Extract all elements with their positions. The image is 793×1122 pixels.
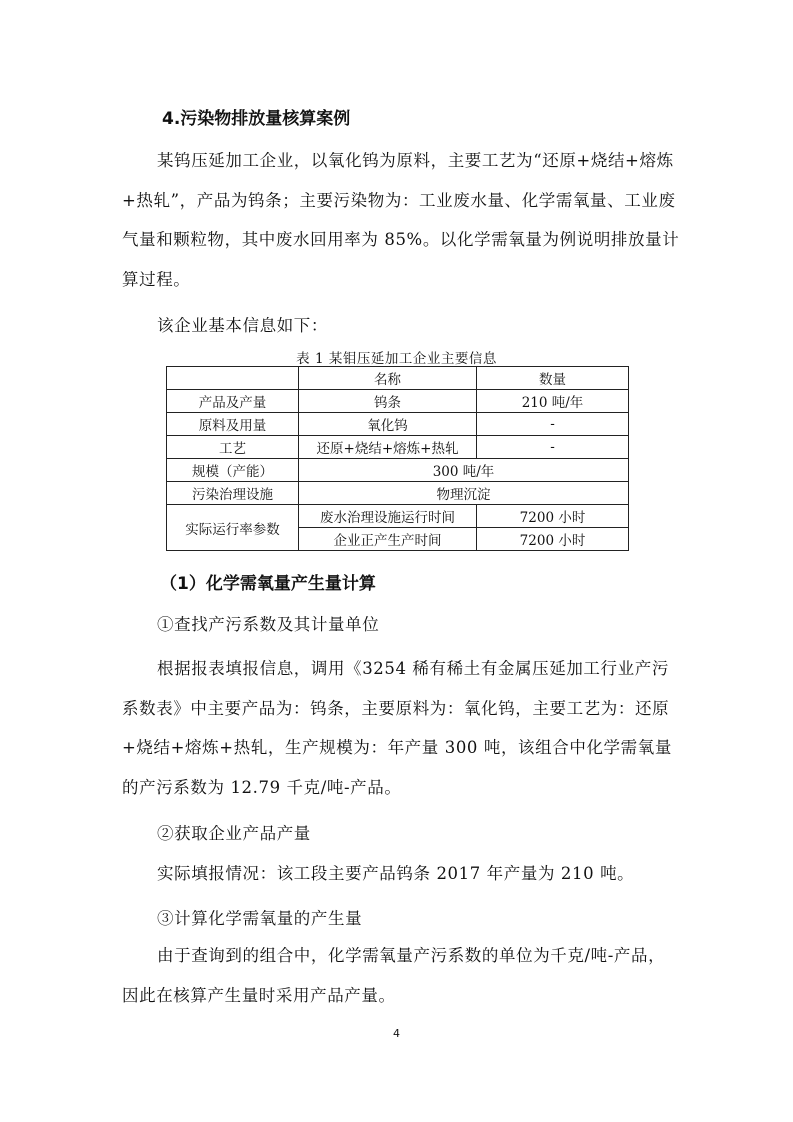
table-row [167,482,629,505]
intro-paragraph: 某钨压延加工企业，以氧化钨为原料，主要工艺为“还原+烧结+熔炼+热轧”，产品为钨条；主要污染物为：工业废水量、化学需氧量、工业废气量和颗粒物，其中废水回用率为 85%。以化学需氧量为例说明排放量计算过程。 [122,151,680,289]
subsection-heading: （1）化学需氧量产生量计算 [160,574,376,594]
row-value: 物理沉淀 [299,482,629,505]
row-label: 实际运行率参数 [167,505,299,551]
step2-title: ②获取企业产品产量 [157,824,311,843]
row-label: 规模（产能） [167,459,299,482]
table-row [167,459,629,482]
header-cell-quantity: 数量 [477,367,629,390]
section-heading: 4.污染物排放量核算案例 [162,109,351,129]
enterprise-info-table [166,366,629,551]
step3-title: ③计算化学需氧量的产生量 [157,909,363,928]
row-quantity: 210 吨/年 [477,390,629,413]
row-label: 原料及用量 [167,413,299,436]
header-cell-empty [167,367,299,390]
row-name: 企业正产生产时间 [299,528,477,551]
table-row [167,436,629,459]
row-label: 产品及产量 [167,390,299,413]
table-row [167,413,629,436]
header-cell-name: 名称 [299,367,477,390]
row-name: 还原+烧结+熔炼+热轧 [299,436,477,459]
row-name: 氧化钨 [299,413,477,436]
table-caption: 表 1 某钼压延加工企业主要信息 [296,351,497,367]
row-quantity: 7200 小时 [477,505,629,528]
row-label: 工艺 [167,436,299,459]
row-quantity: - [477,436,629,459]
table-row [167,505,629,528]
step2-text: 实际填报情况：该工段主要产品钨条 2017 年产量为 210 吨。 [157,864,635,883]
step1-paragraph: 根据报表填报信息，调用《3254 稀有稀土有金属压延加工行业产污系数表》中主要产品为：钨条，主要原料为：氧化钨，主要工艺为：还原+烧结+熔炼+热轧，生产规模为：年产量 300 吨，该组合中化学需氧量的产污系数为 12.79 千克/吨-产品。 [122,659,672,797]
row-value: 300 吨/年 [299,459,629,482]
table-header-row [167,367,629,390]
row-name: 钨条 [299,390,477,413]
table-intro-text: 该企业基本信息如下： [157,316,328,335]
step1-title: ①查找产污系数及其计量单位 [157,615,380,634]
step3-paragraph: 由于查询到的组合中，化学需氧量产污系数的单位为千克/吨-产品，因此在核算产生量时采用产品产量。 [122,946,666,1005]
row-label: 污染治理设施 [167,482,299,505]
table-row [167,390,629,413]
row-quantity: - [477,413,629,436]
row-quantity: 7200 小时 [477,528,629,551]
page-number: 4 [393,1027,400,1040]
row-name: 废水治理设施运行时间 [299,505,477,528]
